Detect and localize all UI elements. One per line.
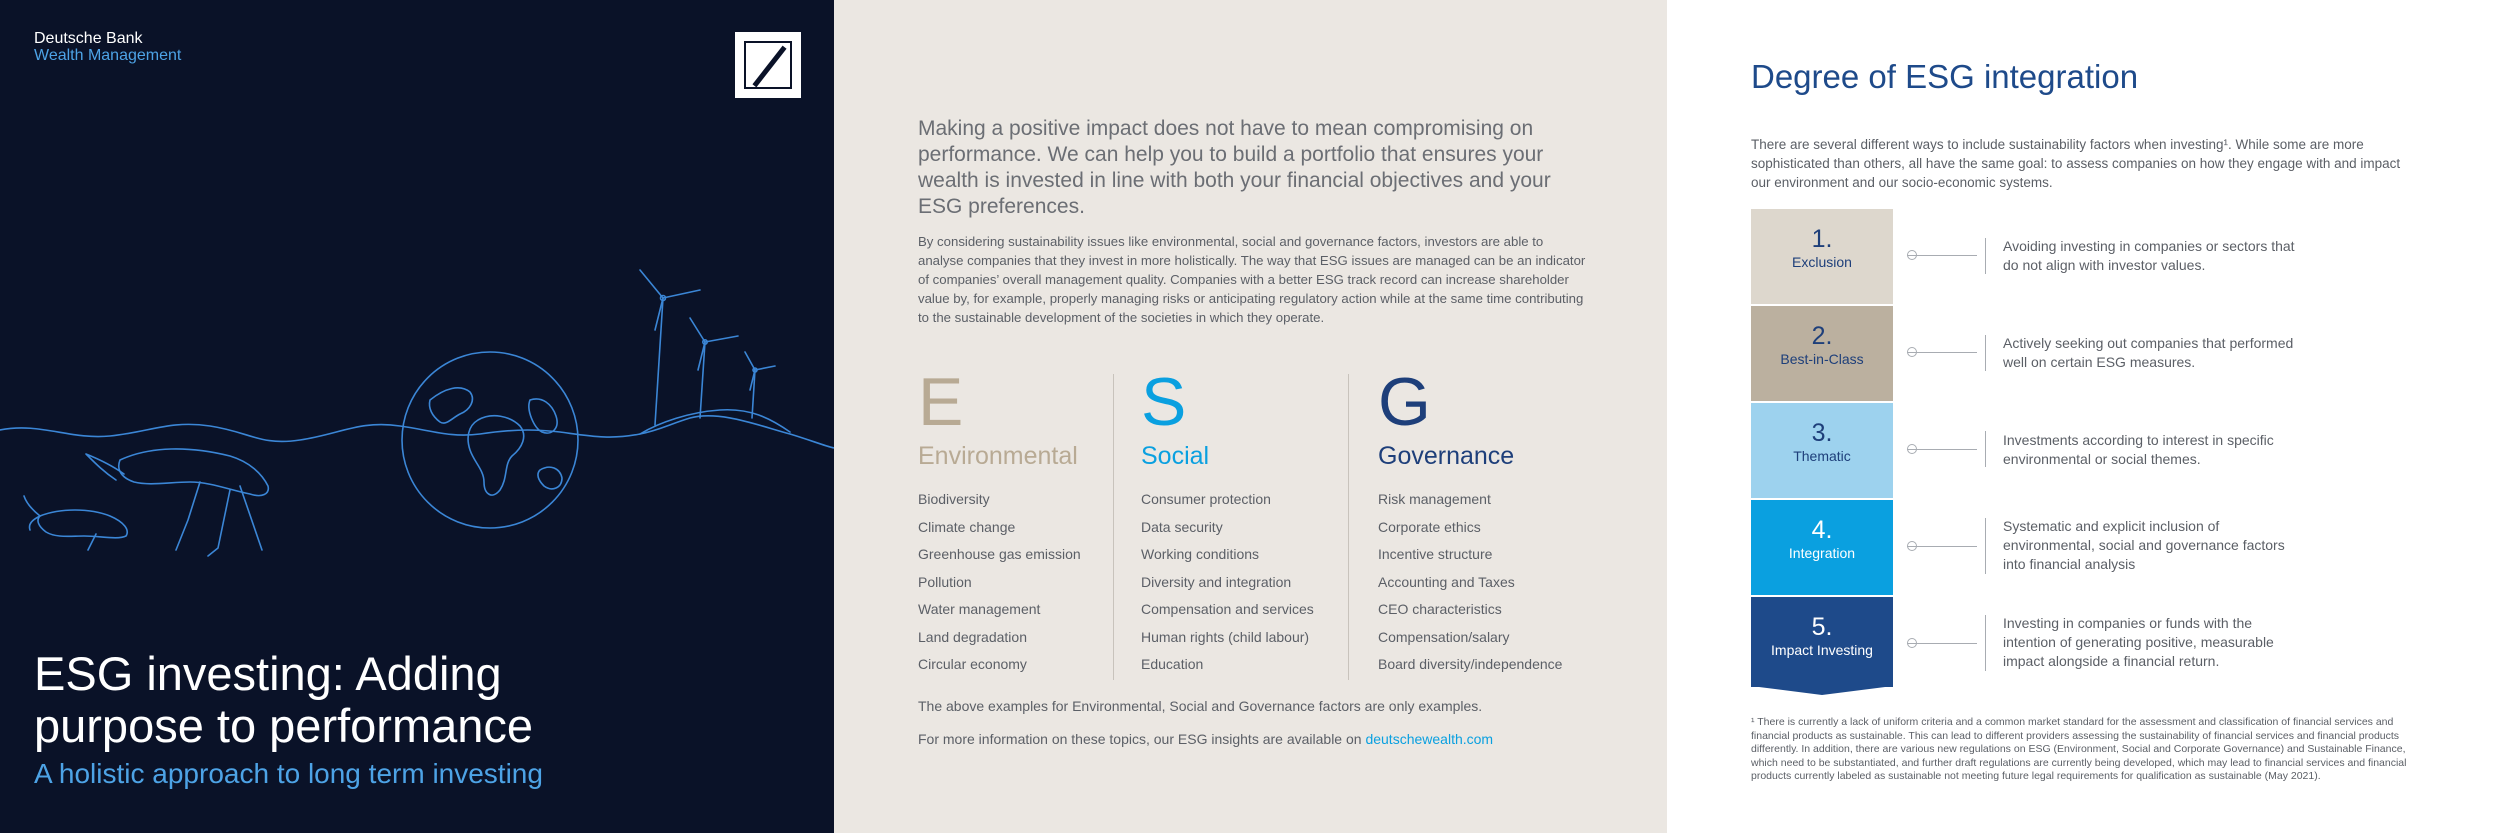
brand-division: Wealth Management (34, 47, 182, 64)
page-subtitle: A holistic approach to long term investing (34, 758, 543, 789)
step-best-in-class (1751, 306, 1893, 401)
connector-line (1907, 546, 1977, 547)
step-number: 5. (1811, 613, 1833, 641)
governance-list (1378, 486, 1578, 679)
section-title: Degree of ESG integration (1751, 58, 2139, 95)
description-bar (1985, 615, 1986, 671)
body-paragraph: By considering sustainability issues like environmental, social and governance factors, investors are able to analyse companies that they invest in more holistically. The way that ESG issues are managed can be an indicator of companies’ overall management quality. Companies with a better ESG track record can increase shareholder value by, for example, properly managing risks or anticipating regulatory action while at the same time contributing to the sustainable development of the societies in which they operate. (918, 234, 1586, 325)
list-item: Land degradation (918, 628, 1027, 645)
description-bar (1985, 518, 1986, 574)
step-label: Best-in-Class (1780, 351, 1864, 367)
list-item: Climate change (918, 518, 1016, 535)
list-item: CEO characteristics (1378, 601, 1502, 617)
description-bar (1985, 431, 1986, 467)
list-item: Greenhouse gas emission (918, 546, 1081, 562)
step-description: Actively seeking out companies that performed well on certain ESG measures. (2003, 335, 2294, 370)
more-info-text: For more information on these topics, our ESG insights are available on (918, 731, 1366, 747)
environmental-letter: E (918, 364, 964, 440)
list-item: Pollution (918, 573, 972, 590)
list-item: Human rights (child labour) (1141, 628, 1310, 645)
list-item: Education (1141, 656, 1204, 672)
environmental-column (918, 364, 1118, 679)
social-list (1141, 486, 1341, 679)
column-divider (1113, 374, 1114, 680)
list-item: Compensation/salary (1378, 628, 1510, 645)
list-item: Consumer protection (1141, 491, 1271, 507)
brand-name: Deutsche Bank (34, 30, 143, 47)
step-label: Exclusion (1792, 254, 1852, 270)
step-label: Integration (1788, 545, 1856, 561)
connector-line (1907, 255, 1977, 256)
governance-heading: Governance (1378, 442, 1515, 470)
social-heading: Social (1141, 442, 1210, 470)
list-item: Corporate ethics (1378, 518, 1481, 535)
whales-globe-wind-turbines-line-art (0, 250, 834, 590)
list-item: Accounting and Taxes (1378, 573, 1515, 590)
step-impact-investing (1751, 597, 1893, 687)
list-item: Board diversity/independence (1378, 656, 1563, 672)
list-item: Compensation and services (1141, 601, 1314, 617)
esg-integration-panel (1667, 0, 2500, 833)
social-column (1141, 364, 1341, 679)
list-item: Working conditions (1141, 546, 1260, 562)
step-number: 4. (1811, 516, 1833, 544)
social-letter: S (1141, 364, 1187, 440)
description-bar (1985, 238, 1986, 274)
environmental-heading: Environmental (918, 442, 1078, 470)
step-label: Thematic (1793, 448, 1851, 464)
step-integration (1751, 500, 1893, 595)
description-bar (1985, 335, 1986, 371)
step-description: Avoiding investing in companies or sectors that do not align with investor values. (2003, 238, 2295, 273)
governance-column (1378, 364, 1578, 679)
step-label: Impact Investing (1771, 642, 1873, 658)
step-number: 2. (1811, 322, 1833, 350)
governance-letter: G (1378, 364, 1431, 440)
step-number: 3. (1811, 419, 1833, 447)
list-item: Biodiversity (918, 491, 990, 507)
connector-line (1907, 449, 1977, 450)
more-info-note (918, 731, 1493, 747)
connector-line (1907, 643, 1977, 644)
cover-panel (0, 0, 834, 833)
esg-overview-panel (834, 0, 1667, 833)
step-description: Systematic and explicit inclusion of environmental, social and governance factors into financial analysis (2003, 518, 2285, 572)
step-description: Investing in companies or funds with the intention of generating positive, measurable impact alongside a financial return. (2003, 615, 2274, 669)
list-item: Risk management (1378, 491, 1491, 507)
deutsche-bank-logo-icon (735, 32, 801, 98)
list-item: Circular economy (918, 656, 1027, 672)
step-thematic (1751, 403, 1893, 498)
list-item: Water management (918, 601, 1041, 617)
list-item: Data security (1141, 518, 1223, 535)
list-item: Diversity and integration (1141, 573, 1292, 590)
deutschewealth-link[interactable]: deutschewealth.com (1365, 731, 1494, 747)
list-item: Incentive structure (1378, 546, 1493, 562)
connector-line (1907, 352, 1977, 353)
column-divider (1348, 374, 1349, 680)
step-number: 1. (1811, 225, 1833, 253)
page-title: ESG investing: Adding purpose to performance (34, 647, 534, 752)
lead-paragraph: Making a positive impact does not have to mean compromising on performance. We can help you to build a portfolio that ensures your wealth is invested in line with both your financial objectives and your ESG preferences. (918, 117, 1551, 218)
environmental-list (918, 486, 1118, 679)
intro-paragraph: There are several different ways to include sustainability factors when investing¹. While some are more sophisticated than others, all have the same goal: to assess companies on how they engage with and impact our environment and our socio-economic systems. (1751, 137, 2401, 190)
arrow-tip (1751, 686, 1893, 695)
footnote: ¹ There is currently a lack of uniform criteria and a common market standard for the assessment and classification of financial services and financial products as sustainable. This can lead to different providers assessing the sustainability of financial services and financial products differently. In addition, there are various new regulations on ESG (Environment, Social and Corporate Governance) and Sustainable Finance, which need to be substantiated, and further draft regulations are currently being developed, which may lead to financial services and financial products currently labeled as sustainable not meeting future legal requirements for qualification as sustainable (May 2021). (1751, 716, 2407, 783)
step-exclusion (1751, 209, 1893, 304)
examples-note: The above examples for Environmental, Social and Governance factors are only examples. (918, 698, 1483, 714)
step-description: Investments according to interest in specific environmental or social themes. (2003, 432, 2274, 467)
